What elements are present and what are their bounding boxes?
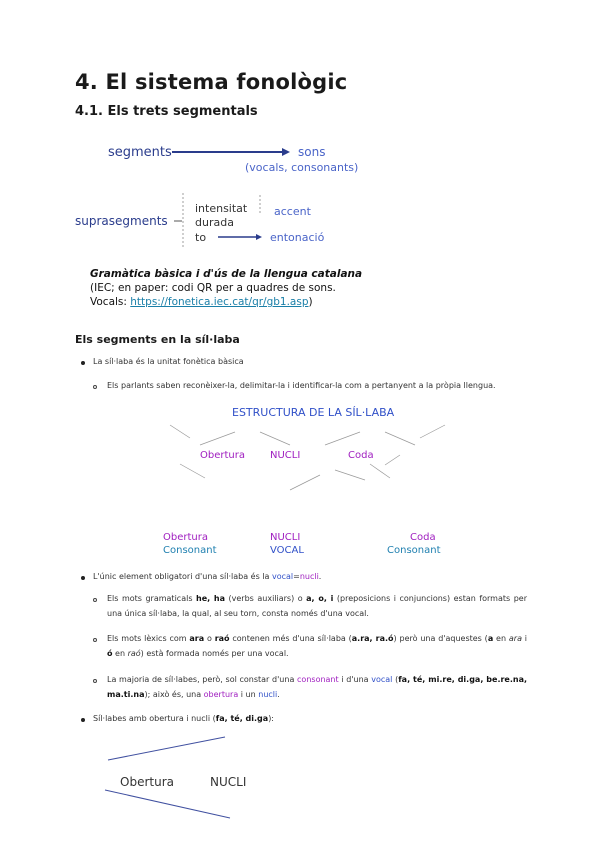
row2-obertura: Obertura bbox=[163, 532, 208, 543]
row2-coda: Coda bbox=[410, 532, 436, 543]
segments-label: segments bbox=[108, 145, 172, 160]
row2-nucli: NUCLI bbox=[270, 532, 301, 543]
source-line2: (IEC; en paper: codi QR per a quadres de sons. bbox=[90, 282, 336, 294]
source-reference bbox=[90, 267, 362, 309]
sons-sublabel: (vocals, consonants) bbox=[245, 161, 359, 174]
branch-lower-left bbox=[180, 464, 205, 478]
row2-vocal: VOCAL bbox=[270, 545, 304, 556]
to-label: to bbox=[195, 231, 207, 244]
bottom-upper-line bbox=[108, 737, 225, 760]
branch-left-mid bbox=[200, 432, 235, 445]
row2-consonant-right: Consonant bbox=[387, 545, 441, 556]
branch-right-mid bbox=[385, 432, 415, 445]
sub-most-syllables: La majoria de síl·labes, però, sol constar d'una consonant i d'una vocal (fa, té, mi.re, di.ga, be.re.na, ma.ti.na); això és, una obertura i un nucli. bbox=[107, 675, 528, 699]
sub-bullet-circle bbox=[93, 385, 97, 389]
bullet-dot bbox=[81, 576, 85, 580]
entonacio-label: entonació bbox=[270, 231, 325, 244]
sons-label: sons bbox=[298, 145, 326, 159]
source-link[interactable]: https://fonetica.iec.cat/qr/gb1.asp bbox=[130, 296, 309, 308]
bullet-vowel-nucleus: L'únic element obligatori d'una síl·laba és la vocal=nucli. bbox=[93, 572, 322, 581]
bottom-nucli: NUCLI bbox=[210, 775, 247, 789]
branch-center2 bbox=[325, 432, 360, 445]
sub-bullet-circle bbox=[93, 598, 97, 602]
intensitat-label: intensitat bbox=[195, 202, 248, 215]
bullet-dot bbox=[81, 718, 85, 722]
branch-lower-right bbox=[370, 464, 390, 478]
sub-bullet-circle bbox=[93, 638, 97, 642]
section-subtitle: 4.1. Els trets segmentals bbox=[75, 104, 258, 119]
row2-consonant-left: Consonant bbox=[163, 545, 217, 556]
segments-arrow-head bbox=[282, 148, 290, 156]
to-arrow-head bbox=[256, 234, 262, 240]
branch-lower-far bbox=[385, 455, 400, 465]
suprasegments-label: suprasegments bbox=[75, 214, 168, 228]
structure-obertura: Obertura bbox=[200, 450, 245, 461]
sub-bullet-circle bbox=[93, 679, 97, 683]
source-book: Gramàtica bàsica i d'ús de la llengua catalana bbox=[90, 268, 363, 280]
sub-lexical-words: Els mots lèxics com ara o raó contenen més d'una síl·laba (a.ra, ra.ó) però una d'aquestes (a en ara i ó en raó) està formada només per una vocal. bbox=[107, 634, 528, 658]
structure-coda: Coda bbox=[348, 450, 374, 461]
onset-nucleus-diagram bbox=[100, 730, 300, 830]
branch-center bbox=[260, 432, 290, 445]
structure-title: ESTRUCTURA DE LA SÍL·LABA bbox=[232, 406, 395, 419]
durada-label: durada bbox=[195, 216, 234, 229]
structure-nucli: NUCLI bbox=[270, 450, 301, 461]
branch-left-up bbox=[170, 425, 190, 438]
branch-lower-center bbox=[290, 475, 320, 490]
bullet-dot bbox=[81, 361, 85, 365]
bullet-syllable-basic: La síl·laba és la unitat fonètica bàsica bbox=[93, 357, 244, 366]
source-line3: Vocals: https://fonetica.iec.cat/qr/gb1.asp) bbox=[90, 296, 313, 308]
page-title: 4. El sistema fonològic bbox=[75, 70, 348, 94]
syllable-structure-diagram bbox=[160, 400, 460, 560]
segments-heading: Els segments en la síl·laba bbox=[75, 333, 240, 346]
bullet-onset-nucleus: Síl·labes amb obertura i nucli (fa, té, di.ga): bbox=[93, 714, 275, 723]
accent-label: accent bbox=[274, 205, 311, 218]
bottom-obertura: Obertura bbox=[120, 775, 174, 789]
segments-diagram bbox=[60, 135, 400, 250]
sub-grammatical-words: Els mots gramaticals he, ha (verbs auxiliars) o a, o, i (preposicions i conjuncions) estan formats per una única síl·laba, la qual, al seu torn, consta només d'una vocal. bbox=[107, 594, 527, 618]
bottom-lower-line bbox=[105, 790, 230, 818]
branch-right-up bbox=[420, 425, 445, 438]
branch-lower-c2 bbox=[335, 470, 365, 480]
sub-speakers: Els parlants saben reconèixer-la, delimitar-la i identificar-la com a pertanyent a la pròpia llengua. bbox=[107, 381, 496, 390]
